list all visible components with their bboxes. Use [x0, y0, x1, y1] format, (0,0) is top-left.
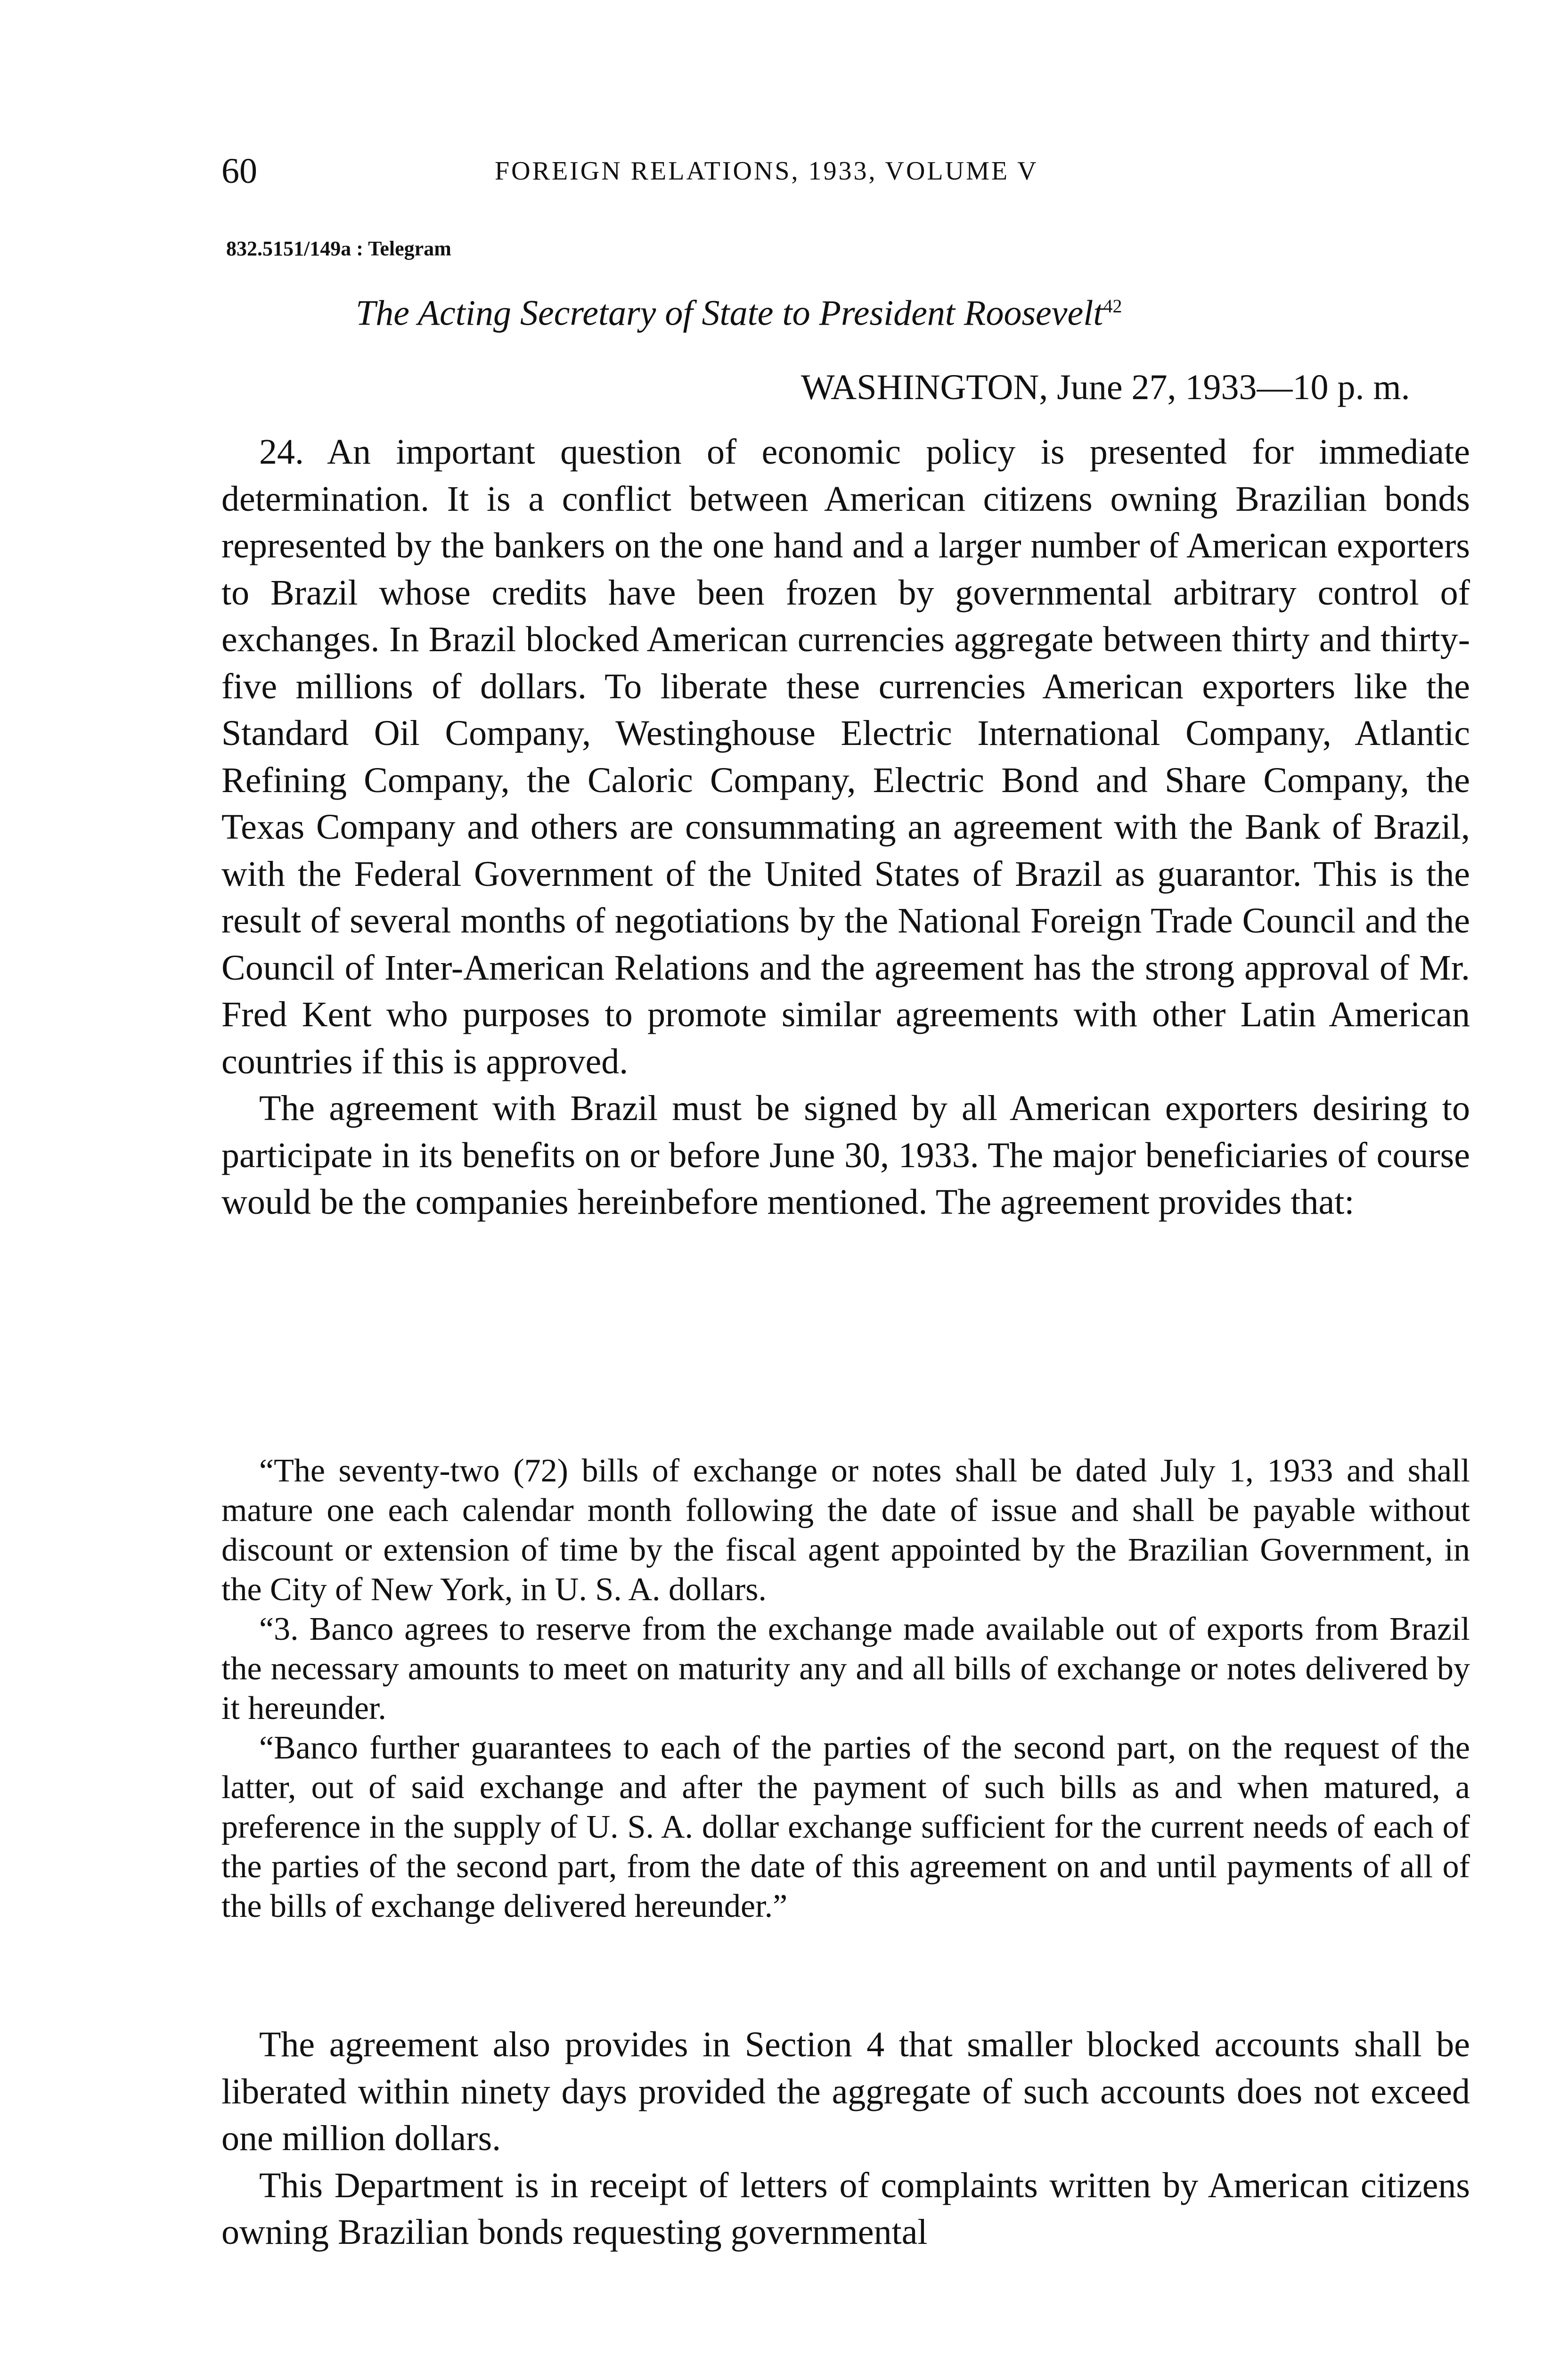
footnote-reference: 42	[1103, 295, 1122, 317]
body-section-1	[221, 429, 1470, 1226]
page-number: 60	[221, 151, 257, 191]
quote-paragraph: “3. Banco agrees to reserve from the exchange made available out of exports from Brazil the necessary amounts to meet on maturity any and all bills of exchange or notes delivered by it hereunder.	[221, 1611, 1470, 1726]
body-section-2	[221, 2021, 1470, 2256]
paragraph: The agreement with Brazil must be signed by all American exporters desiring to participate in its benefits on or before June 30, 1933. The major beneficiaries of course would be the companies hereinbefore mentioned. The agreement provides that:	[221, 1088, 1470, 1222]
document-title-text: The Acting Secretary of State to President Roosevelt	[356, 293, 1103, 333]
paragraph: This Department is in receipt of letters of complaints written by American citizens owning Brazilian bonds requesting governmental	[221, 2165, 1470, 2252]
dateline: WASHINGTON, June 27, 1933—10 p. m.	[801, 368, 1410, 407]
running-head: FOREIGN RELATIONS, 1933, VOLUME V	[495, 156, 1038, 186]
paragraph: The agreement also provides in Section 4 that smaller blocked accounts shall be liberated within ninety days provided the aggregate of such accounts does not exceed one million dollars.	[221, 2025, 1470, 2158]
quoted-agreement	[221, 1451, 1470, 1926]
quote-paragraph: “Banco further guarantees to each of the parties of the second part, on the request of the latter, out of said exchange and after the payment of such bills as and when matured, a preference in the supply of U. S. A. dollar exchange sufficient for the current needs of each of the parties of the second part, from the date of this agreement on and until payments of all of the bills of exchange delivered hereunder.”	[221, 1730, 1470, 1924]
page-header	[221, 150, 1470, 192]
paragraph: 24. An important question of economic policy is presented for immediate determination. It is a conflict between American citizens owning Brazilian bonds represented by the bankers on the one hand and a larger number of American exporters to Brazil whose credits have been frozen by governmental arbitrary control of exchanges. In Brazil blocked American currencies aggregate between thirty and thirty-five millions of dollars. To liberate these currencies American exporters like the Standard Oil Company, Westinghouse Electric International Company, Atlantic Refining Company, the Caloric Company, Electric Bond and Share Company, the Texas Company and others are consummating an agreement with the Bank of Brazil, with the Federal Government of the United States of Brazil as guarantor. This is the result of several months of negotiations by the National Foreign Trade Council and the Council of Inter-American Relations and the agreement has the strong approval of Mr. Fred Kent who purposes to promote similar agreements with other Latin American countries if this is approved.	[221, 432, 1470, 1081]
quote-paragraph: “The seventy-two (72) bills of exchange or notes shall be dated July 1, 1933 and shall mature one each calendar month following the date of issue and shall be payable without discount or extension of time by the fiscal agent appointed by the Brazilian Government, in the City of New York, in U. S. A. dollars.	[221, 1453, 1470, 1608]
document-title	[356, 283, 1122, 336]
document-file-id: 832.5151/149a : Telegram	[226, 237, 451, 260]
